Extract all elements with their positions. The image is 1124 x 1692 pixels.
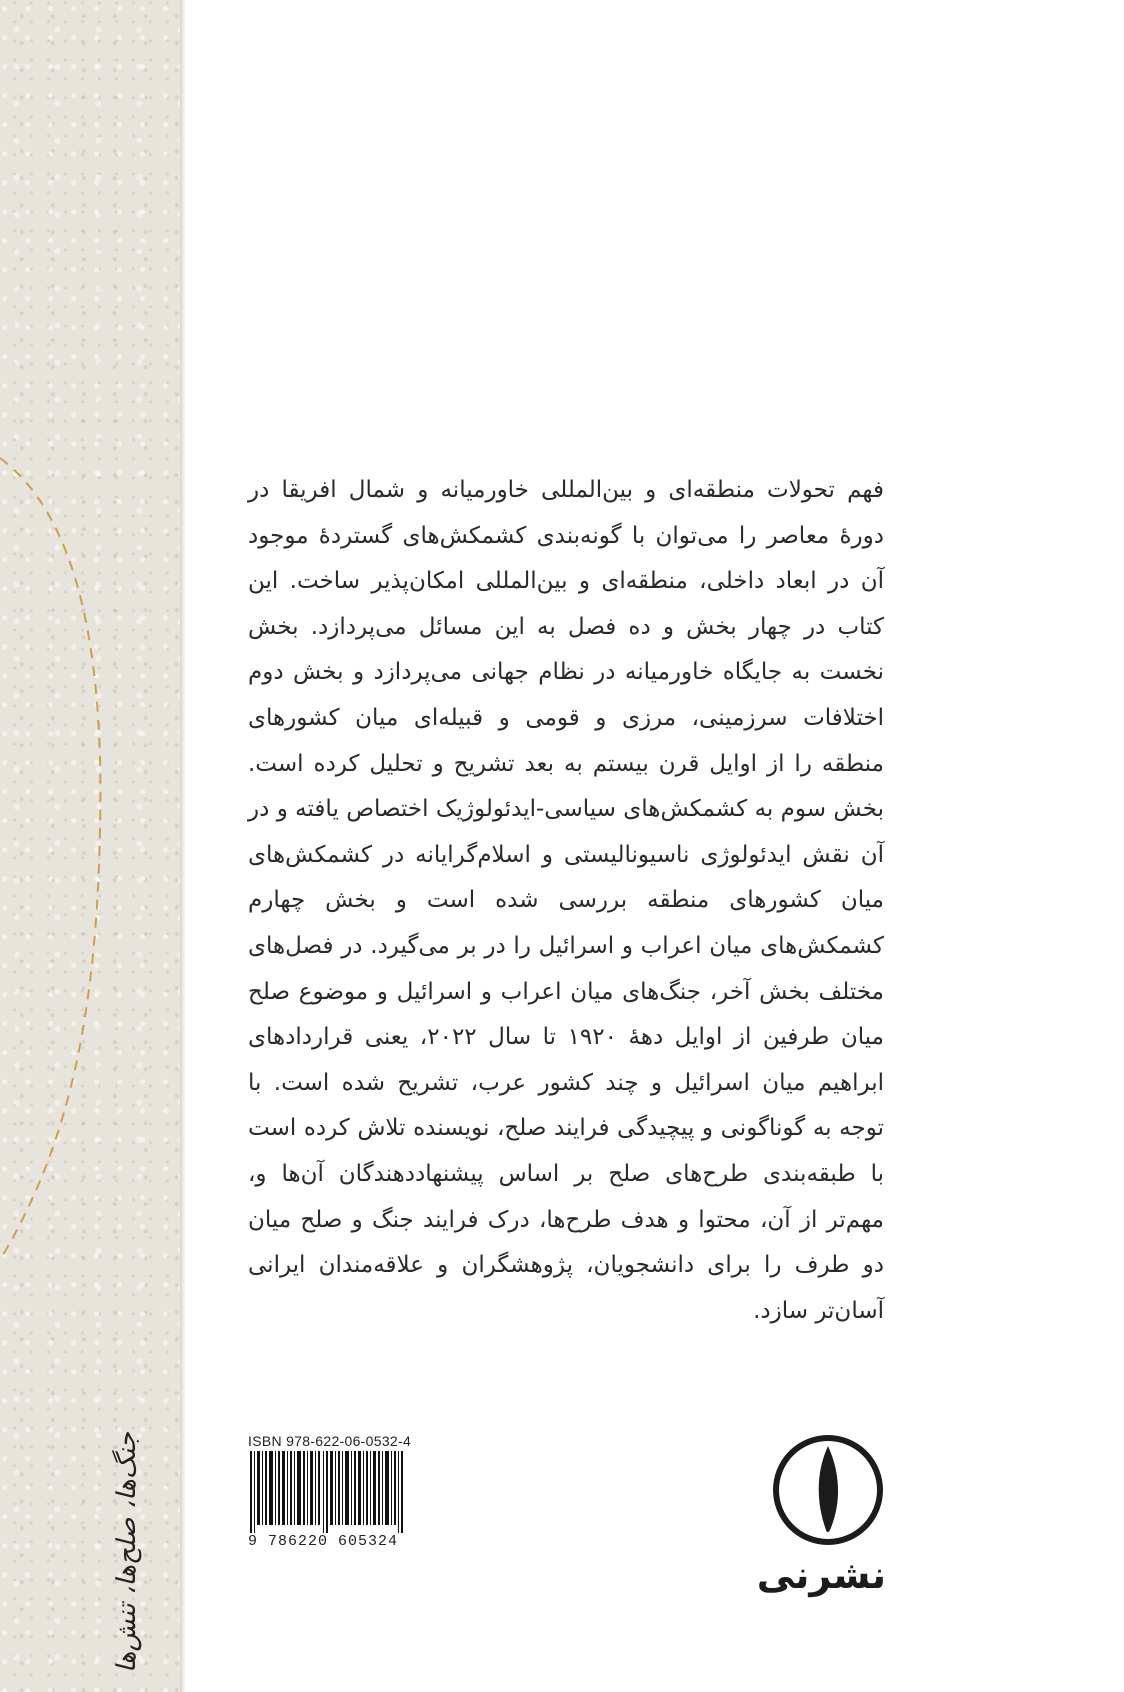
decorative-arc [0, 400, 190, 1300]
isbn-label: ISBN 978-622-06-0532-4 [248, 1433, 412, 1449]
barcode-digits: 9 786220 605324 [248, 1533, 399, 1550]
publisher-logo [756, 1432, 886, 1597]
barcode [248, 1451, 406, 1533]
leaf-in-circle-icon [770, 1432, 886, 1548]
spine-title: جنگ‌ها، صلح‌ها، تنش‌ها [112, 1432, 142, 1674]
isbn-barcode-block [248, 1433, 418, 1550]
back-cover-blurb: فهم تحولات منطقه‌ای و بین‌المللی خاورمیانه و شمال افریقا در دورهٔ معاصر را می‌توان با گونه‌بندی کشمکش‌های گستردهٔ موجود آن در ابعاد داخلی، منطقه‌ای و بین‌المللی امکان‌پذیر ساخت. این کتاب در چهار بخش و ده فصل به این مسائل می‌پردازد. بخش نخست به جایگاه خاورمیانه در نظام جهانی می‌پردازد و بخش دوم اختلافات سرزمینی، مرزی و قومی و قبیله‌ای میان کشورهای منطقه را از اوایل قرن بیستم به بعد تشریح و تحلیل کرده است. بخش سوم به کشمکش‌های سیاسی-ایدئولوژیک اختصاص یافته و در آن نقش ایدئولوژی ناسیونالیستی و اسلام‌گرایانه در کشمکش‌های میان کشورهای منطقه بررسی شده است و بخش چهارم کشمکش‌های میان اعراب و اسرائیل را در بر می‌گیرد. در فصل‌های مختلف بخش آخر، جنگ‌های میان اعراب و اسرائیل و موضوع صلح میان طرفین از اوایل دههٔ ۱۹۲۰ تا سال ۲۰۲۲، یعنی قراردادهای ابراهیم میان اسرائیل و چند کشور عرب، تشریح شده است. با توجه به گوناگونی و پیچیدگی فرایند صلح، نویسنده تلاش کرده است با طبقه‌بندی طرح‌های صلح بر اساس پیشنهاددهندگان آن‌ها و، مهم‌تر از آن، محتوا و هدف طرح‌ها، درک فرایند جنگ و صلح میان دو طرف را برای دانشجویان، پژوهشگران و علاقه‌مندان ایرانی آسان‌تر سازد. [248, 477, 884, 1324]
publisher-name: نشرنی [756, 1553, 886, 1597]
